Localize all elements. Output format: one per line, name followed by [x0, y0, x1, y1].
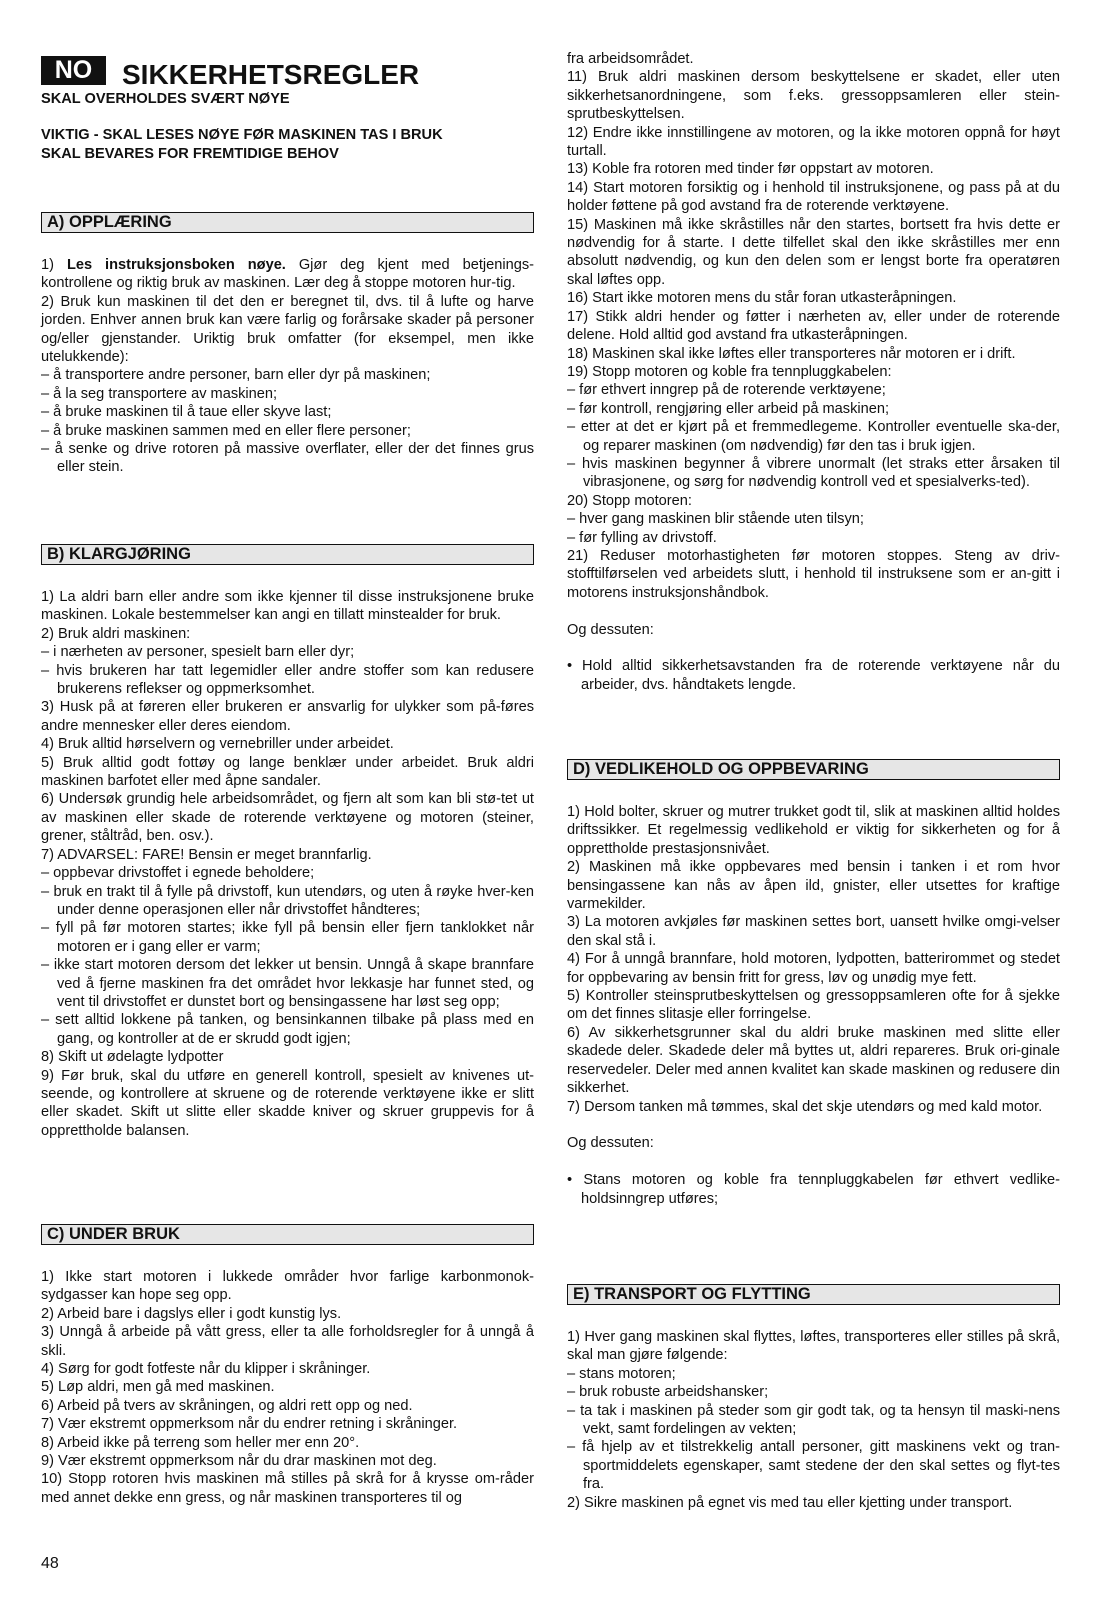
section-b-item-7-dash-1: – oppbevar drivstoffet i egnede beholdere;: [41, 865, 315, 882]
section-a-dash-1: – å transportere andre personer, barn eller dyr på maskinen;: [41, 367, 431, 384]
section-c-item-19-dash-2: – før kontroll, rengjøring eller arbeid på maskinen;: [567, 400, 890, 417]
section-d-item-7: 7) Dersom tanken må tømmes, skal det skje utendørs og med kald motor.: [567, 1098, 1043, 1115]
section-a-dash-5: – å senke og drive rotoren på massive overflater, eller der det finnes grus eller stein.: [41, 441, 534, 476]
section-b-item-6: 6) Undersøk grundig hele arbeidsområdet, og fjern alt som kan bli stø-tet ut av maskinen eller skade de roterende verktøyene og motoren (steiner, grener, ståltråd, ben. osv.).: [41, 791, 534, 845]
section-c-heading: C) UNDER BRUK: [41, 1224, 534, 1245]
section-e-dash-1: – stans motoren;: [567, 1365, 676, 1382]
section-e-heading: E) TRANSPORT OG FLYTTING: [567, 1284, 1060, 1305]
section-e-dash-4: – få hjelp av et tilstrekkelig antall personer, gitt maskinens vekt og tran-sportmiddelets egenskaper, samt stedene der den skal settes og flyt-tes fra.: [567, 1439, 1060, 1493]
section-b-item-4: 4) Bruk alltid hørselvern og vernebriller under arbeidet.: [41, 736, 394, 753]
section-c-item-19-dash-1: – før ethvert inngrep på de roterende verktøyene;: [567, 382, 886, 399]
section-b-item-9: 9) Før bruk, skal du utføre en generell kontroll, spesielt av knivenes ut-seende, og kontrollere at skruene og de roterende verktøyene ikke er slitt eller skadet. Skift ut slitte eller skadde kniver og skruer gruppevis for å opprettholde balansen.: [41, 1067, 534, 1139]
section-b-item-3: 3) Husk på at føreren eller brukeren er ansvarlig for ulykker som på-føres andre mennesker eller deres eiendom.: [41, 699, 534, 734]
section-b-body: [41, 588, 534, 1140]
section-c-item-21: 21) Reduser motorhastigheten før motoren stoppes. Steng av driv-stofftilførselen ved arbeidets slutt, i henhold til instruksene som er an-gitt i motorens instruksjonshåndbok.: [567, 547, 1060, 601]
section-d-item-6: 6) Av sikkerhetsgrunner skal du aldri bruke maskinen med slitte eller skadede deler. Skadede deler må byttes ut, aldri repareres. Bruk ori-ginale reservedeler. Deler med annen kvalitet kan skade maskinen og redusere din sikkerhet.: [567, 1024, 1060, 1097]
section-c-item-18: 18) Maskinen skal ikke løftes eller transporteres når motoren er i drift.: [567, 345, 1016, 362]
section-c-item-20: 20) Stopp motoren:: [567, 492, 692, 509]
section-b-item-2-dash-2: – hvis brukeren har tatt legemidler eller andre stoffer som kan redusere brukerens reflekser og oppmerksomhet.: [41, 662, 534, 698]
section-b-item-5: 5) Bruk alltid godt fottøy og lange benklær under arbeidet. Bruk aldri maskinen barfotet eller med åpne sandaler.: [41, 754, 534, 790]
section-c-item-19-dash-4: – hvis maskinen begynner å vibrere unormalt (let straks etter årsaken til vibrasjonene, og sørg for nødvendig kontroll ved et spesialverks-ted).: [567, 455, 1060, 491]
page-title: SIKKERHETSREGLER: [122, 59, 420, 90]
section-b-item-7-dash-2: – bruk en trakt til å fylle på drivstoff, kun utendørs, og uten å røyke hver-ken under denne operasjonen eller når drivstoffet håndteres;: [41, 883, 534, 918]
section-a-item-1-bold: Les instruksjonsboken nøye.: [66, 257, 286, 273]
section-a-dash-3: – å bruke maskinen til å taue eller skyve last;: [41, 404, 332, 421]
section-c-item-20-dash-2: – før fylling av drivstoff.: [567, 529, 717, 546]
important-note-1: VIKTIG - SKAL LESES NØYE FØR MASKINEN TAS I BRUK: [41, 127, 443, 143]
section-c-item-1: 1) Ikke start motoren i lukkede områder hvor farlige karbonmonok-sydgasser kan hope seg opp.: [41, 1269, 534, 1304]
section-b-item-8: 8) Skift ut ødelagte lydpotter: [41, 1049, 224, 1066]
subtitle: SKAL OVERHOLDES SVÆRT NØYE: [41, 91, 290, 107]
section-b-item-7-dash-5: – sett alltid lokkene på tanken, og bensinkannen tilbake på plass med en gang, og kontroller at de er skrudd godt igjen;: [41, 1012, 534, 1047]
section-c-item-9: 9) Vær ekstremt oppmerksom når du drar maskinen mot deg.: [41, 1453, 437, 1470]
section-c-item-19-dash-3: – etter at det er kjørt på et fremmedlegeme. Kontroller eventuelle ska-der, og reparer maskinen (om nødvendig) før den tas i bruk igjen.: [567, 419, 1060, 454]
section-d-item-4: 4) For å unngå brannfare, hold motoren, lydpotten, batterirommet og stedet for oppbevaring av bensin fritt for gress, løv og unødig mye fett.: [567, 951, 1060, 986]
section-c-item-20-dash-1: – hver gang maskinen blir stående uten tilsyn;: [567, 511, 864, 528]
section-b-item-7-dash-3: – fyll på før motoren startes; ikke fyll på bensin eller fjern tanklokket når motoren er i gang eller er varm;: [41, 920, 534, 955]
section-c-item-7: 7) Vær ekstremt oppmerksom når du endrer retning i skråninger.: [41, 1416, 458, 1433]
section-b-item-7: 7) ADVARSEL: FARE! Bensin er meget brannfarlig.: [41, 846, 372, 863]
section-b-item-2-dash-1: – i nærheten av personer, spesielt barn eller dyr;: [41, 644, 355, 661]
section-a-dash-4: – å bruke maskinen sammen med en eller flere personer;: [41, 422, 411, 439]
section-c-also: Og dessuten:: [567, 621, 654, 638]
section-c-item-8: 8) Arbeid ikke på terreng som heller mer enn 20°.: [41, 1434, 360, 1451]
section-d-item-3: 3) La motoren avkjøles før maskinen settes bort, uansett hvilke omgi-velser den skal stå i.: [567, 914, 1060, 949]
section-e-item-2: 2) Sikre maskinen på egnet vis med tau eller kjetting under transport.: [567, 1494, 1013, 1511]
section-c-item-12: 12) Endre ikke innstillingene av motoren, og la ikke motoren oppnå for høyt turtall.: [567, 124, 1060, 160]
section-b-item-7-dash-4: – ikke start motoren dersom det lekker ut bensin. Unngå å skape brannfare ved å fjerne maskinen fra det området hvor lekkasje har funnet sted, og vent til drivstoffet er dunstet bort og bensingassene har løst seg opp;: [41, 957, 534, 1010]
section-c-item-16: 16) Start ikke motoren mens du står foran utkasteråpningen.: [567, 290, 957, 307]
section-a-heading: A) OPPLÆRING: [41, 212, 534, 233]
section-c-bullet: • Hold alltid sikkerhetsavstanden fra de roterende verktøyene når du arbeider, dvs. håndtakets lengde.: [567, 658, 1060, 693]
section-c-item-17: 17) Stikk aldri hender og føtter i nærheten av, eller under de roterende delene. Hold alltid god avstand fra utkasteråpningen.: [567, 308, 1060, 344]
section-a-item-1: 1) Les instruksjonsboken nøye. Gjør deg kjent med betjenings-kontrollene og riktig bruk av maskinen. Lær deg å stoppe motoren hur-tig.: [41, 257, 534, 292]
section-c-item-4: 4) Sørg for godt fotfeste når du klipper i skråninger.: [41, 1361, 371, 1378]
section-d-item-1: 1) Hold bolter, skruer og mutrer trukket godt til, slik at maskinen alltid holdes driftssikker. Et regelmessig vedlikehold er viktig for sikkerheten og for å opprettholde prestasjonsnivået.: [567, 804, 1060, 857]
section-e-body: [567, 1328, 1060, 1512]
section-c-item-3: 3) Unngå å arbeide på vått gress, eller ta alle forholdsregler for å unngå å skli.: [41, 1324, 534, 1359]
section-c-item-19: 19) Stopp motoren og koble fra tennpluggkabelen:: [567, 363, 892, 380]
language-badge: NO: [41, 56, 106, 85]
section-b-item-2: 2) Bruk aldri maskinen:: [41, 625, 191, 642]
section-d-item-5: 5) Kontroller steinsprutbeskyttelsen og gressoppsamleren ofte for å sjekke om det finnes slitasje eller forringelse.: [567, 988, 1060, 1023]
section-e-item-1: 1) Hver gang maskinen skal flyttes, løftes, transporteres eller stilles på skrå, skal man gjøre følgende:: [567, 1329, 1060, 1364]
section-c-body-right: [567, 50, 1060, 694]
section-d-item-2: 2) Maskinen må ikke oppbevares med bensin i tanken i et rom hvor bensingassene kan nås av åpen ild, gnister, eller utsettes for kraftige varmekilder.: [567, 859, 1060, 913]
section-b-item-1: 1) La aldri barn eller andre som ikke kjenner til disse instruksjonene bruke maskinen. Lokale bestemmelser kan angi en tillatt minstealder for bruk.: [41, 589, 534, 624]
section-a-dash-2: – å la seg transportere av maskinen;: [41, 385, 278, 402]
section-e-dash-3: – ta tak i maskinen på steder som gir godt tak, og ta hensyn til maski-nens vekt, samt fordelingen av vekten;: [567, 1402, 1060, 1438]
section-c-item-5: 5) Løp aldri, men gå med maskinen.: [41, 1379, 275, 1396]
section-d-also: Og dessuten:: [567, 1135, 654, 1152]
section-b-heading: B) KLARGJØRING: [41, 544, 534, 565]
section-e-dash-2: – bruk robuste arbeidshansker;: [567, 1384, 769, 1401]
section-c-item-11: 11) Bruk aldri maskinen dersom beskyttelsene er skadet, eller uten sikkerhetsanordningene, som f.eks. gressoppsamleren eller stein-sprutbeskyttelsen.: [567, 69, 1060, 123]
section-c-item-15: 15) Maskinen må ikke skråstilles når den startes, bortsett fra hvis dette er nødvendig for å starte. I dette tilfellet skal den ikke skråstilles mer enn absolutt nødvendig, og kun den delen som er lengst borte fra operatøren skal løftes opp.: [567, 216, 1060, 288]
section-c-item-14: 14) Start motoren forsiktig og i henhold til instruksjonene, og pass på at du holder føttene på god avstand fra de roterende verktøyene.: [567, 179, 1060, 215]
important-note-2: SKAL BEVARES FOR FREMTIDIGE BEHOV: [41, 146, 339, 162]
page-number: 48: [41, 1555, 59, 1572]
section-c-item-6: 6) Arbeid på tvers av skråningen, og aldri rett opp og ned.: [41, 1397, 413, 1414]
section-c-item-2: 2) Arbeid bare i dagslys eller i godt kunstig lys.: [41, 1305, 342, 1322]
section-a-item-2: 2) Bruk kun maskinen til det den er beregnet til, dvs. til å lufte og harve jorden. Enhver annen bruk kan være farlig og forårsake skader på personer og/eller gjenstander. Uriktig bruk omfatter (for eksempel, men ikke utelukkende):: [41, 293, 534, 366]
section-d-body: [567, 803, 1060, 1208]
section-c-item-10: 10) Stopp rotoren hvis maskinen må stilles på skrå for å krysse om-råder med annet dekke enn gress, og når maskinen transporteres til og: [41, 1471, 534, 1506]
section-a-body: [41, 256, 534, 477]
section-d-bullet: • Stans motoren og koble fra tennpluggkabelen før ethvert vedlike-holdsinngrep utføres;: [567, 1172, 1060, 1207]
section-c-item-10-cont: fra arbeidsområdet.: [567, 51, 694, 67]
section-c-body-left: [41, 1268, 534, 1507]
section-d-heading: D) VEDLIKEHOLD OG OPPBEVARING: [567, 759, 1060, 780]
section-c-item-13: 13) Koble fra rotoren med tinder før oppstart av motoren.: [567, 161, 934, 178]
